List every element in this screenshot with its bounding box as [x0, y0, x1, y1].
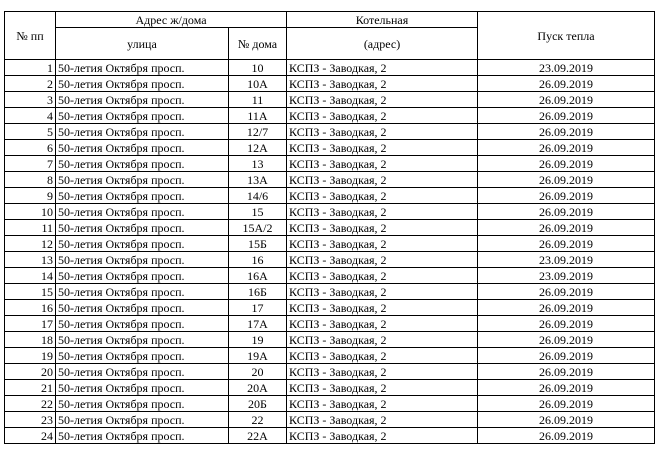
- row-number-cell: 11: [5, 220, 56, 236]
- heat-start-date-cell: 26.09.2019: [478, 412, 655, 428]
- table-body: [5, 60, 655, 444]
- street-cell: 50-летия Октября просп.: [56, 332, 229, 348]
- street-cell: 50-летия Октября просп.: [56, 268, 229, 284]
- table-row: [5, 204, 655, 220]
- row-number-cell: 2: [5, 76, 56, 92]
- street-cell: 50-летия Октября просп.: [56, 252, 229, 268]
- street-cell: 50-летия Октября просп.: [56, 284, 229, 300]
- street-cell: 50-летия Октября просп.: [56, 348, 229, 364]
- house-number-cell: 17А: [229, 316, 287, 332]
- row-number-cell: 16: [5, 300, 56, 316]
- heat-start-date-cell: 26.09.2019: [478, 124, 655, 140]
- heat-start-date-cell: 26.09.2019: [478, 188, 655, 204]
- house-number-cell: 11А: [229, 108, 287, 124]
- header-boiler-address: (адрес): [287, 28, 478, 60]
- table-row: [5, 396, 655, 412]
- house-number-cell: 20А: [229, 380, 287, 396]
- street-cell: 50-летия Октября просп.: [56, 220, 229, 236]
- house-number-cell: 19А: [229, 348, 287, 364]
- table-row: [5, 108, 655, 124]
- boiler-cell: КСПЗ - Заводкая, 2: [287, 140, 478, 156]
- heat-start-date-cell: 26.09.2019: [478, 316, 655, 332]
- header-boiler: Котельная: [287, 12, 478, 28]
- heat-start-date-cell: 26.09.2019: [478, 380, 655, 396]
- row-number-cell: 4: [5, 108, 56, 124]
- row-number-cell: 17: [5, 316, 56, 332]
- row-number-cell: 3: [5, 92, 56, 108]
- table-row: [5, 284, 655, 300]
- heat-start-date-cell: 26.09.2019: [478, 348, 655, 364]
- table-row: [5, 412, 655, 428]
- boiler-cell: КСПЗ - Заводкая, 2: [287, 348, 478, 364]
- house-number-cell: 17: [229, 300, 287, 316]
- house-number-cell: 16А: [229, 268, 287, 284]
- street-cell: 50-летия Октября просп.: [56, 188, 229, 204]
- table-row: [5, 268, 655, 284]
- house-number-cell: 11: [229, 92, 287, 108]
- street-cell: 50-летия Октября просп.: [56, 172, 229, 188]
- header-house-number: № дома: [229, 28, 287, 60]
- row-number-cell: 12: [5, 236, 56, 252]
- table-row: [5, 76, 655, 92]
- row-number-cell: 1: [5, 60, 56, 76]
- row-number-cell: 7: [5, 156, 56, 172]
- street-cell: 50-летия Октября просп.: [56, 124, 229, 140]
- table-row: [5, 348, 655, 364]
- table-row: [5, 156, 655, 172]
- house-number-cell: 12/7: [229, 124, 287, 140]
- row-number-cell: 19: [5, 348, 56, 364]
- boiler-cell: КСПЗ - Заводкая, 2: [287, 188, 478, 204]
- boiler-cell: КСПЗ - Заводкая, 2: [287, 316, 478, 332]
- house-number-cell: 20Б: [229, 396, 287, 412]
- table-row: [5, 188, 655, 204]
- boiler-cell: КСПЗ - Заводкая, 2: [287, 428, 478, 444]
- heat-start-date-cell: 26.09.2019: [478, 364, 655, 380]
- street-cell: 50-летия Октября просп.: [56, 236, 229, 252]
- table-row: [5, 332, 655, 348]
- row-number-cell: 23: [5, 412, 56, 428]
- table-row: [5, 124, 655, 140]
- heat-start-date-cell: 26.09.2019: [478, 332, 655, 348]
- boiler-cell: КСПЗ - Заводкая, 2: [287, 396, 478, 412]
- heat-start-date-cell: 26.09.2019: [478, 236, 655, 252]
- boiler-cell: КСПЗ - Заводкая, 2: [287, 284, 478, 300]
- house-number-cell: 14/6: [229, 188, 287, 204]
- row-number-cell: 14: [5, 268, 56, 284]
- street-cell: 50-летия Октября просп.: [56, 412, 229, 428]
- boiler-cell: КСПЗ - Заводкая, 2: [287, 252, 478, 268]
- row-number-cell: 22: [5, 396, 56, 412]
- house-number-cell: 10: [229, 60, 287, 76]
- street-cell: 50-летия Октября просп.: [56, 364, 229, 380]
- row-number-cell: 5: [5, 124, 56, 140]
- heat-start-date-cell: 23.09.2019: [478, 60, 655, 76]
- street-cell: 50-летия Октября просп.: [56, 140, 229, 156]
- house-number-cell: 15Б: [229, 236, 287, 252]
- row-number-cell: 9: [5, 188, 56, 204]
- row-number-cell: 10: [5, 204, 56, 220]
- boiler-cell: КСПЗ - Заводкая, 2: [287, 300, 478, 316]
- heat-start-date-cell: 26.09.2019: [478, 396, 655, 412]
- boiler-cell: КСПЗ - Заводкая, 2: [287, 92, 478, 108]
- heat-start-date-cell: 26.09.2019: [478, 204, 655, 220]
- boiler-cell: КСПЗ - Заводкая, 2: [287, 364, 478, 380]
- header-address-group: Адрес ж/дома: [56, 12, 287, 28]
- boiler-cell: КСПЗ - Заводкая, 2: [287, 236, 478, 252]
- boiler-cell: КСПЗ - Заводкая, 2: [287, 156, 478, 172]
- boiler-cell: КСПЗ - Заводкая, 2: [287, 172, 478, 188]
- header-street: улица: [56, 28, 229, 60]
- table-row: [5, 252, 655, 268]
- house-number-cell: 19: [229, 332, 287, 348]
- street-cell: 50-летия Октября просп.: [56, 396, 229, 412]
- boiler-cell: КСПЗ - Заводкая, 2: [287, 76, 478, 92]
- header-row-number: № пп: [5, 12, 56, 60]
- house-number-cell: 22: [229, 412, 287, 428]
- heat-start-date-cell: 26.09.2019: [478, 300, 655, 316]
- house-number-cell: 20: [229, 364, 287, 380]
- row-number-cell: 13: [5, 252, 56, 268]
- house-number-cell: 12А: [229, 140, 287, 156]
- street-cell: 50-летия Октября просп.: [56, 380, 229, 396]
- street-cell: 50-летия Октября просп.: [56, 92, 229, 108]
- house-number-cell: 10А: [229, 76, 287, 92]
- heat-start-date-cell: 26.09.2019: [478, 156, 655, 172]
- house-number-cell: 16Б: [229, 284, 287, 300]
- street-cell: 50-летия Октября просп.: [56, 300, 229, 316]
- house-number-cell: 13: [229, 156, 287, 172]
- heat-start-date-cell: 23.09.2019: [478, 252, 655, 268]
- row-number-cell: 15: [5, 284, 56, 300]
- boiler-cell: КСПЗ - Заводкая, 2: [287, 60, 478, 76]
- boiler-cell: КСПЗ - Заводкая, 2: [287, 204, 478, 220]
- house-number-cell: 15А/2: [229, 220, 287, 236]
- table-row: [5, 140, 655, 156]
- heat-start-date-cell: 26.09.2019: [478, 172, 655, 188]
- row-number-cell: 6: [5, 140, 56, 156]
- heat-start-date-cell: 23.09.2019: [478, 268, 655, 284]
- table-row: [5, 60, 655, 76]
- house-number-cell: 16: [229, 252, 287, 268]
- table-row: [5, 316, 655, 332]
- table-row: [5, 364, 655, 380]
- heat-start-date-cell: 26.09.2019: [478, 428, 655, 444]
- boiler-cell: КСПЗ - Заводкая, 2: [287, 380, 478, 396]
- street-cell: 50-летия Октября просп.: [56, 156, 229, 172]
- house-number-cell: 15: [229, 204, 287, 220]
- boiler-cell: КСПЗ - Заводкая, 2: [287, 412, 478, 428]
- row-number-cell: 18: [5, 332, 56, 348]
- table-row: [5, 300, 655, 316]
- table-header: [5, 12, 655, 60]
- boiler-cell: КСПЗ - Заводкая, 2: [287, 220, 478, 236]
- row-number-cell: 20: [5, 364, 56, 380]
- header-heat-start: Пуск тепла: [478, 12, 655, 60]
- boiler-cell: КСПЗ - Заводкая, 2: [287, 332, 478, 348]
- boiler-cell: КСПЗ - Заводкая, 2: [287, 124, 478, 140]
- heat-start-date-cell: 26.09.2019: [478, 220, 655, 236]
- table-row: [5, 428, 655, 444]
- heat-start-date-cell: 26.09.2019: [478, 140, 655, 156]
- street-cell: 50-летия Октября просп.: [56, 60, 229, 76]
- table-row: [5, 380, 655, 396]
- heat-start-date-cell: 26.09.2019: [478, 108, 655, 124]
- heat-start-date-cell: 26.09.2019: [478, 284, 655, 300]
- row-number-cell: 24: [5, 428, 56, 444]
- street-cell: 50-летия Октября просп.: [56, 428, 229, 444]
- street-cell: 50-летия Октября просп.: [56, 204, 229, 220]
- table-row: [5, 92, 655, 108]
- boiler-cell: КСПЗ - Заводкая, 2: [287, 108, 478, 124]
- table-row: [5, 172, 655, 188]
- heat-start-date-cell: 26.09.2019: [478, 76, 655, 92]
- street-cell: 50-летия Октября просп.: [56, 108, 229, 124]
- house-number-cell: 22А: [229, 428, 287, 444]
- row-number-cell: 8: [5, 172, 56, 188]
- house-number-cell: 13А: [229, 172, 287, 188]
- boiler-cell: КСПЗ - Заводкая, 2: [287, 268, 478, 284]
- table-row: [5, 236, 655, 252]
- table-row: [5, 220, 655, 236]
- heating-schedule-table: [4, 11, 655, 444]
- row-number-cell: 21: [5, 380, 56, 396]
- street-cell: 50-летия Октября просп.: [56, 76, 229, 92]
- street-cell: 50-летия Октября просп.: [56, 316, 229, 332]
- heat-start-date-cell: 26.09.2019: [478, 92, 655, 108]
